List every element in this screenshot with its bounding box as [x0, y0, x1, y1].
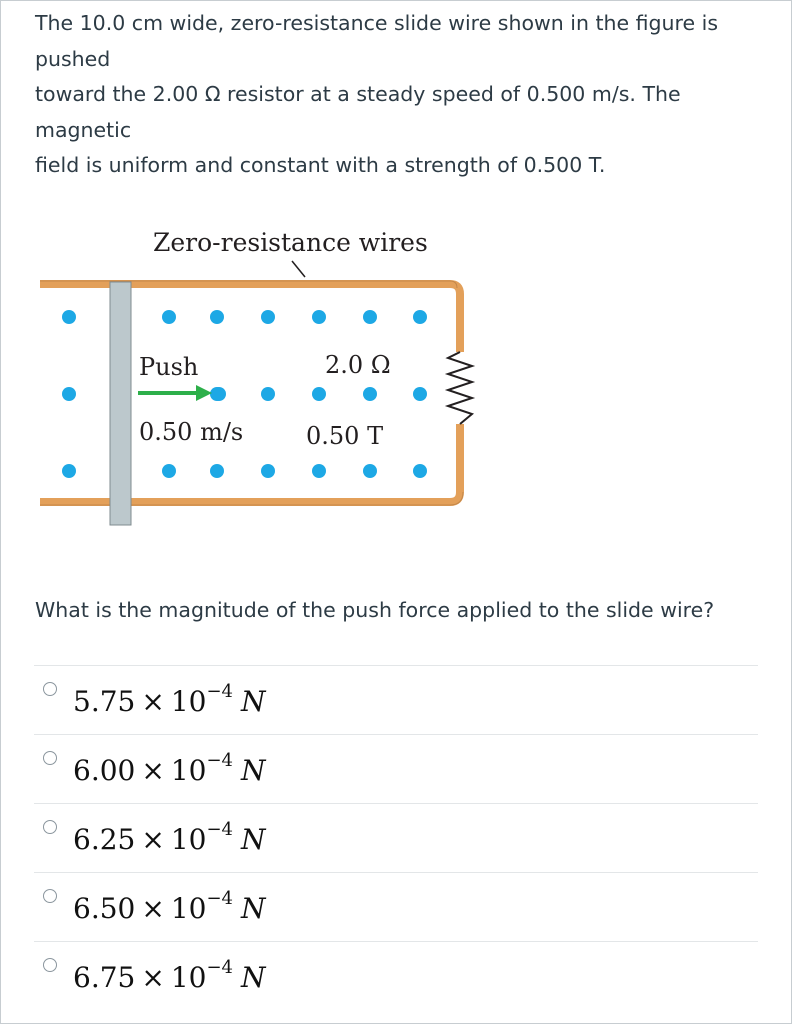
radio-button[interactable] [43, 889, 57, 903]
answer-exponent: −4 [206, 818, 233, 840]
question-line: toward the 2.00 Ω resistor at a steady speed of 0.500 m/s. The [35, 82, 681, 106]
times-symbol: × [141, 685, 165, 718]
answer-base: 10 [170, 892, 207, 925]
answer-value [73, 820, 266, 860]
field-dot [363, 464, 377, 478]
field-dot [363, 387, 377, 401]
answer-mantissa: 6.50 [73, 892, 136, 925]
rail-highlight [40, 281, 463, 505]
times-symbol: × [141, 892, 165, 925]
field-dot [261, 464, 275, 478]
answer-exponent: −4 [206, 749, 233, 771]
field-dot [62, 387, 76, 401]
field-dot [312, 464, 326, 478]
answer-exponent: −4 [206, 887, 233, 909]
question-line: magnetic [35, 117, 132, 142]
wires-label: Zero-resistance wires [153, 228, 428, 257]
radio-button[interactable] [43, 958, 57, 972]
answer-unit: N [241, 823, 266, 856]
field-dot [162, 310, 176, 324]
answer-unit: N [241, 961, 266, 994]
answer-mantissa: 6.00 [73, 754, 136, 787]
field-dot [363, 310, 377, 324]
times-symbol: × [141, 823, 165, 856]
answer-base: 10 [170, 685, 207, 718]
question-text [35, 6, 755, 184]
answer-exponent: −4 [206, 680, 233, 702]
field-dot [62, 310, 76, 324]
resistor-icon [448, 352, 472, 424]
answer-exponent: −4 [206, 956, 233, 978]
field-dot [162, 464, 176, 478]
answer-value [73, 889, 266, 929]
field-dot [413, 387, 427, 401]
field-dot [413, 310, 427, 324]
answer-value [73, 751, 266, 791]
slide-wire [110, 282, 131, 525]
answer-unit: N [241, 685, 266, 718]
answer-list [34, 665, 758, 1010]
answer-option[interactable] [34, 803, 758, 872]
wires-leader-line [292, 261, 305, 277]
radio-button[interactable] [43, 682, 57, 696]
answer-option[interactable] [34, 665, 758, 734]
field-dot [261, 387, 275, 401]
answer-mantissa: 6.25 [73, 823, 136, 856]
push-arrow-head [196, 385, 212, 401]
question-line: field is uniform and constant with a strength of 0.500 T. [35, 153, 606, 177]
field-dot [62, 464, 76, 478]
answer-base: 10 [170, 961, 207, 994]
answer-option[interactable] [34, 941, 758, 1010]
rail-wires [40, 284, 460, 502]
answer-option[interactable] [34, 734, 758, 803]
question-line: The 10.0 cm wide, zero-resistance slide wire shown in the figure is [35, 11, 719, 35]
answer-mantissa: 6.75 [73, 961, 136, 994]
answer-value [73, 958, 266, 998]
circuit-figure [30, 218, 490, 532]
answer-unit: N [241, 754, 266, 787]
circuit-diagram [30, 218, 490, 532]
field-dot [312, 310, 326, 324]
answer-value [73, 682, 266, 722]
times-symbol: × [141, 961, 165, 994]
answer-option[interactable] [34, 872, 758, 941]
field-dot [210, 464, 224, 478]
field-dot [210, 310, 224, 324]
field-dot [212, 387, 226, 401]
answer-base: 10 [170, 754, 207, 787]
field-dot [413, 464, 427, 478]
field-dot [261, 310, 275, 324]
field-label: 0.50 T [306, 422, 384, 450]
speed-label: 0.50 m/s [139, 418, 244, 446]
push-label: Push [139, 353, 199, 381]
answer-mantissa: 5.75 [73, 685, 136, 718]
field-dot [312, 387, 326, 401]
question-line: pushed [35, 46, 111, 71]
times-symbol: × [141, 754, 165, 787]
resistance-label: 2.0 Ω [325, 351, 391, 379]
prompt-text: What is the magnitude of the push force applied to the slide wire? [35, 598, 715, 622]
radio-button[interactable] [43, 820, 57, 834]
answer-unit: N [241, 892, 266, 925]
answer-base: 10 [170, 823, 207, 856]
radio-button[interactable] [43, 751, 57, 765]
